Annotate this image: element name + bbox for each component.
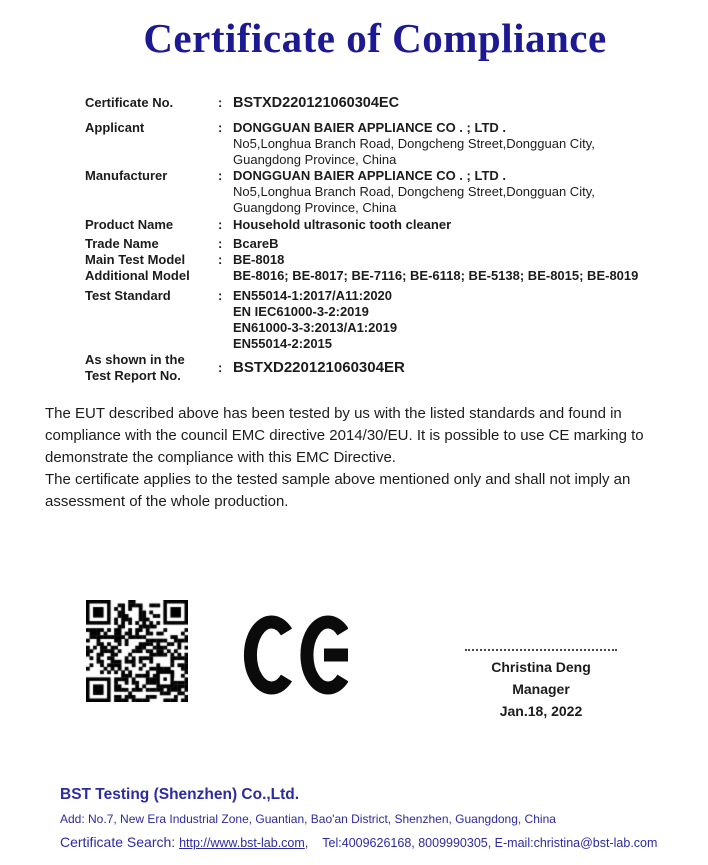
- production-paragraph: The certificate applies to the tested sample above mentioned only and shall not imply an assessment of the whole production.: [45, 471, 631, 510]
- field-label: Certificate No.: [85, 95, 174, 110]
- field-value: BSTXD220121060304EC: [233, 95, 400, 111]
- field-test-report-no: [85, 352, 708, 384]
- signature-date: Jan.18, 2022: [499, 703, 583, 719]
- applicant-company: DONGGUAN BAIER APPLIANCE CO . ; LTD .: [233, 120, 506, 135]
- footer-separator: ,: [304, 836, 309, 850]
- field-label: Additional Model: [85, 268, 190, 283]
- stamps-section: [0, 513, 708, 775]
- certificate-fields: [85, 95, 708, 384]
- field-colon: :: [218, 288, 223, 303]
- certificate-search-label: Certificate Search:: [60, 834, 176, 850]
- field-main-test-model: [85, 252, 708, 268]
- field-applicant: [85, 120, 708, 168]
- signature-block: [452, 649, 630, 722]
- applicant-address-line: Guangdong Province, China: [233, 152, 397, 167]
- field-value: BE-8018: [233, 252, 285, 267]
- certificate-search-link[interactable]: http://www.bst-lab.com: [179, 836, 305, 850]
- footer-company-address: Add: No.7, New Era Industrial Zone, Guantian, Bao'an District, Shenzhen, Guangdong, China: [60, 812, 556, 826]
- field-certificate-no: [85, 95, 708, 111]
- field-label: Applicant: [85, 120, 145, 135]
- ce-mark-icon: [243, 615, 348, 695]
- footer-contact: Tel:4009626168, 8009990305, E-mail:christina@bst-lab.com: [322, 836, 658, 850]
- field-label: Trade Name: [85, 236, 159, 251]
- signatory-role: Manager: [512, 681, 570, 697]
- manufacturer-address-line: No5,Longhua Branch Road, Dongcheng Street,Dongguan City,: [233, 184, 595, 199]
- field-label: Main Test Model: [85, 252, 186, 267]
- field-colon: :: [218, 168, 223, 183]
- field-value: BSTXD220121060304ER: [233, 359, 405, 376]
- field-label-line: As shown in the: [85, 352, 185, 367]
- field-trade-name: [85, 236, 708, 252]
- field-colon: :: [218, 95, 223, 110]
- qr-code: [86, 600, 188, 702]
- field-label-line: Test Report No.: [85, 368, 181, 383]
- field-additional-model: [85, 268, 708, 284]
- signatory-name: Christina Deng: [491, 659, 591, 675]
- field-colon: :: [218, 217, 223, 232]
- certificate-title: Certificate of Compliance: [143, 15, 607, 61]
- field-colon: :: [218, 252, 223, 267]
- field-value: BE-8016; BE-8017; BE-7116; BE-6118; BE-5138; BE-8015; BE-8019: [233, 268, 639, 283]
- field-colon: :: [218, 120, 223, 135]
- compliance-paragraph: The EUT described above has been tested by us with the listed standards and found in compliance with the council EMC directive 2014/30/EU. It is possible to use CE marking to demonstrate the compliance with this EMC Directive.: [45, 405, 644, 466]
- field-test-standard: [85, 288, 708, 352]
- field-value: Household ultrasonic tooth cleaner: [233, 217, 452, 232]
- applicant-address-line: No5,Longhua Branch Road, Dongcheng Street,Dongguan City,: [233, 136, 595, 151]
- test-standard-line: EN55014-1:2017/A11:2020: [233, 288, 393, 303]
- field-label: Test Standard: [85, 288, 171, 303]
- field-label: Manufacturer: [85, 168, 168, 183]
- manufacturer-address-line: Guangdong Province, China: [233, 200, 397, 215]
- compliance-statement: [45, 403, 663, 513]
- field-colon: :: [218, 360, 223, 375]
- test-standard-line: EN61000-3-3:2013/A1:2019: [233, 320, 398, 335]
- test-standard-line: EN IEC61000-3-2:2019: [233, 304, 369, 319]
- field-value: BcareB: [233, 236, 279, 251]
- signature-line: [465, 649, 617, 651]
- test-standard-line: EN55014-2:2015: [233, 336, 333, 351]
- manufacturer-company: DONGGUAN BAIER APPLIANCE CO . ; LTD .: [233, 168, 506, 183]
- field-manufacturer: [85, 168, 708, 216]
- footer: [60, 785, 708, 852]
- field-colon: :: [218, 236, 223, 251]
- field-label: Product Name: [85, 217, 174, 232]
- footer-company-name: BST Testing (Shenzhen) Co.,Ltd.: [60, 786, 300, 803]
- field-product-name: [85, 217, 708, 233]
